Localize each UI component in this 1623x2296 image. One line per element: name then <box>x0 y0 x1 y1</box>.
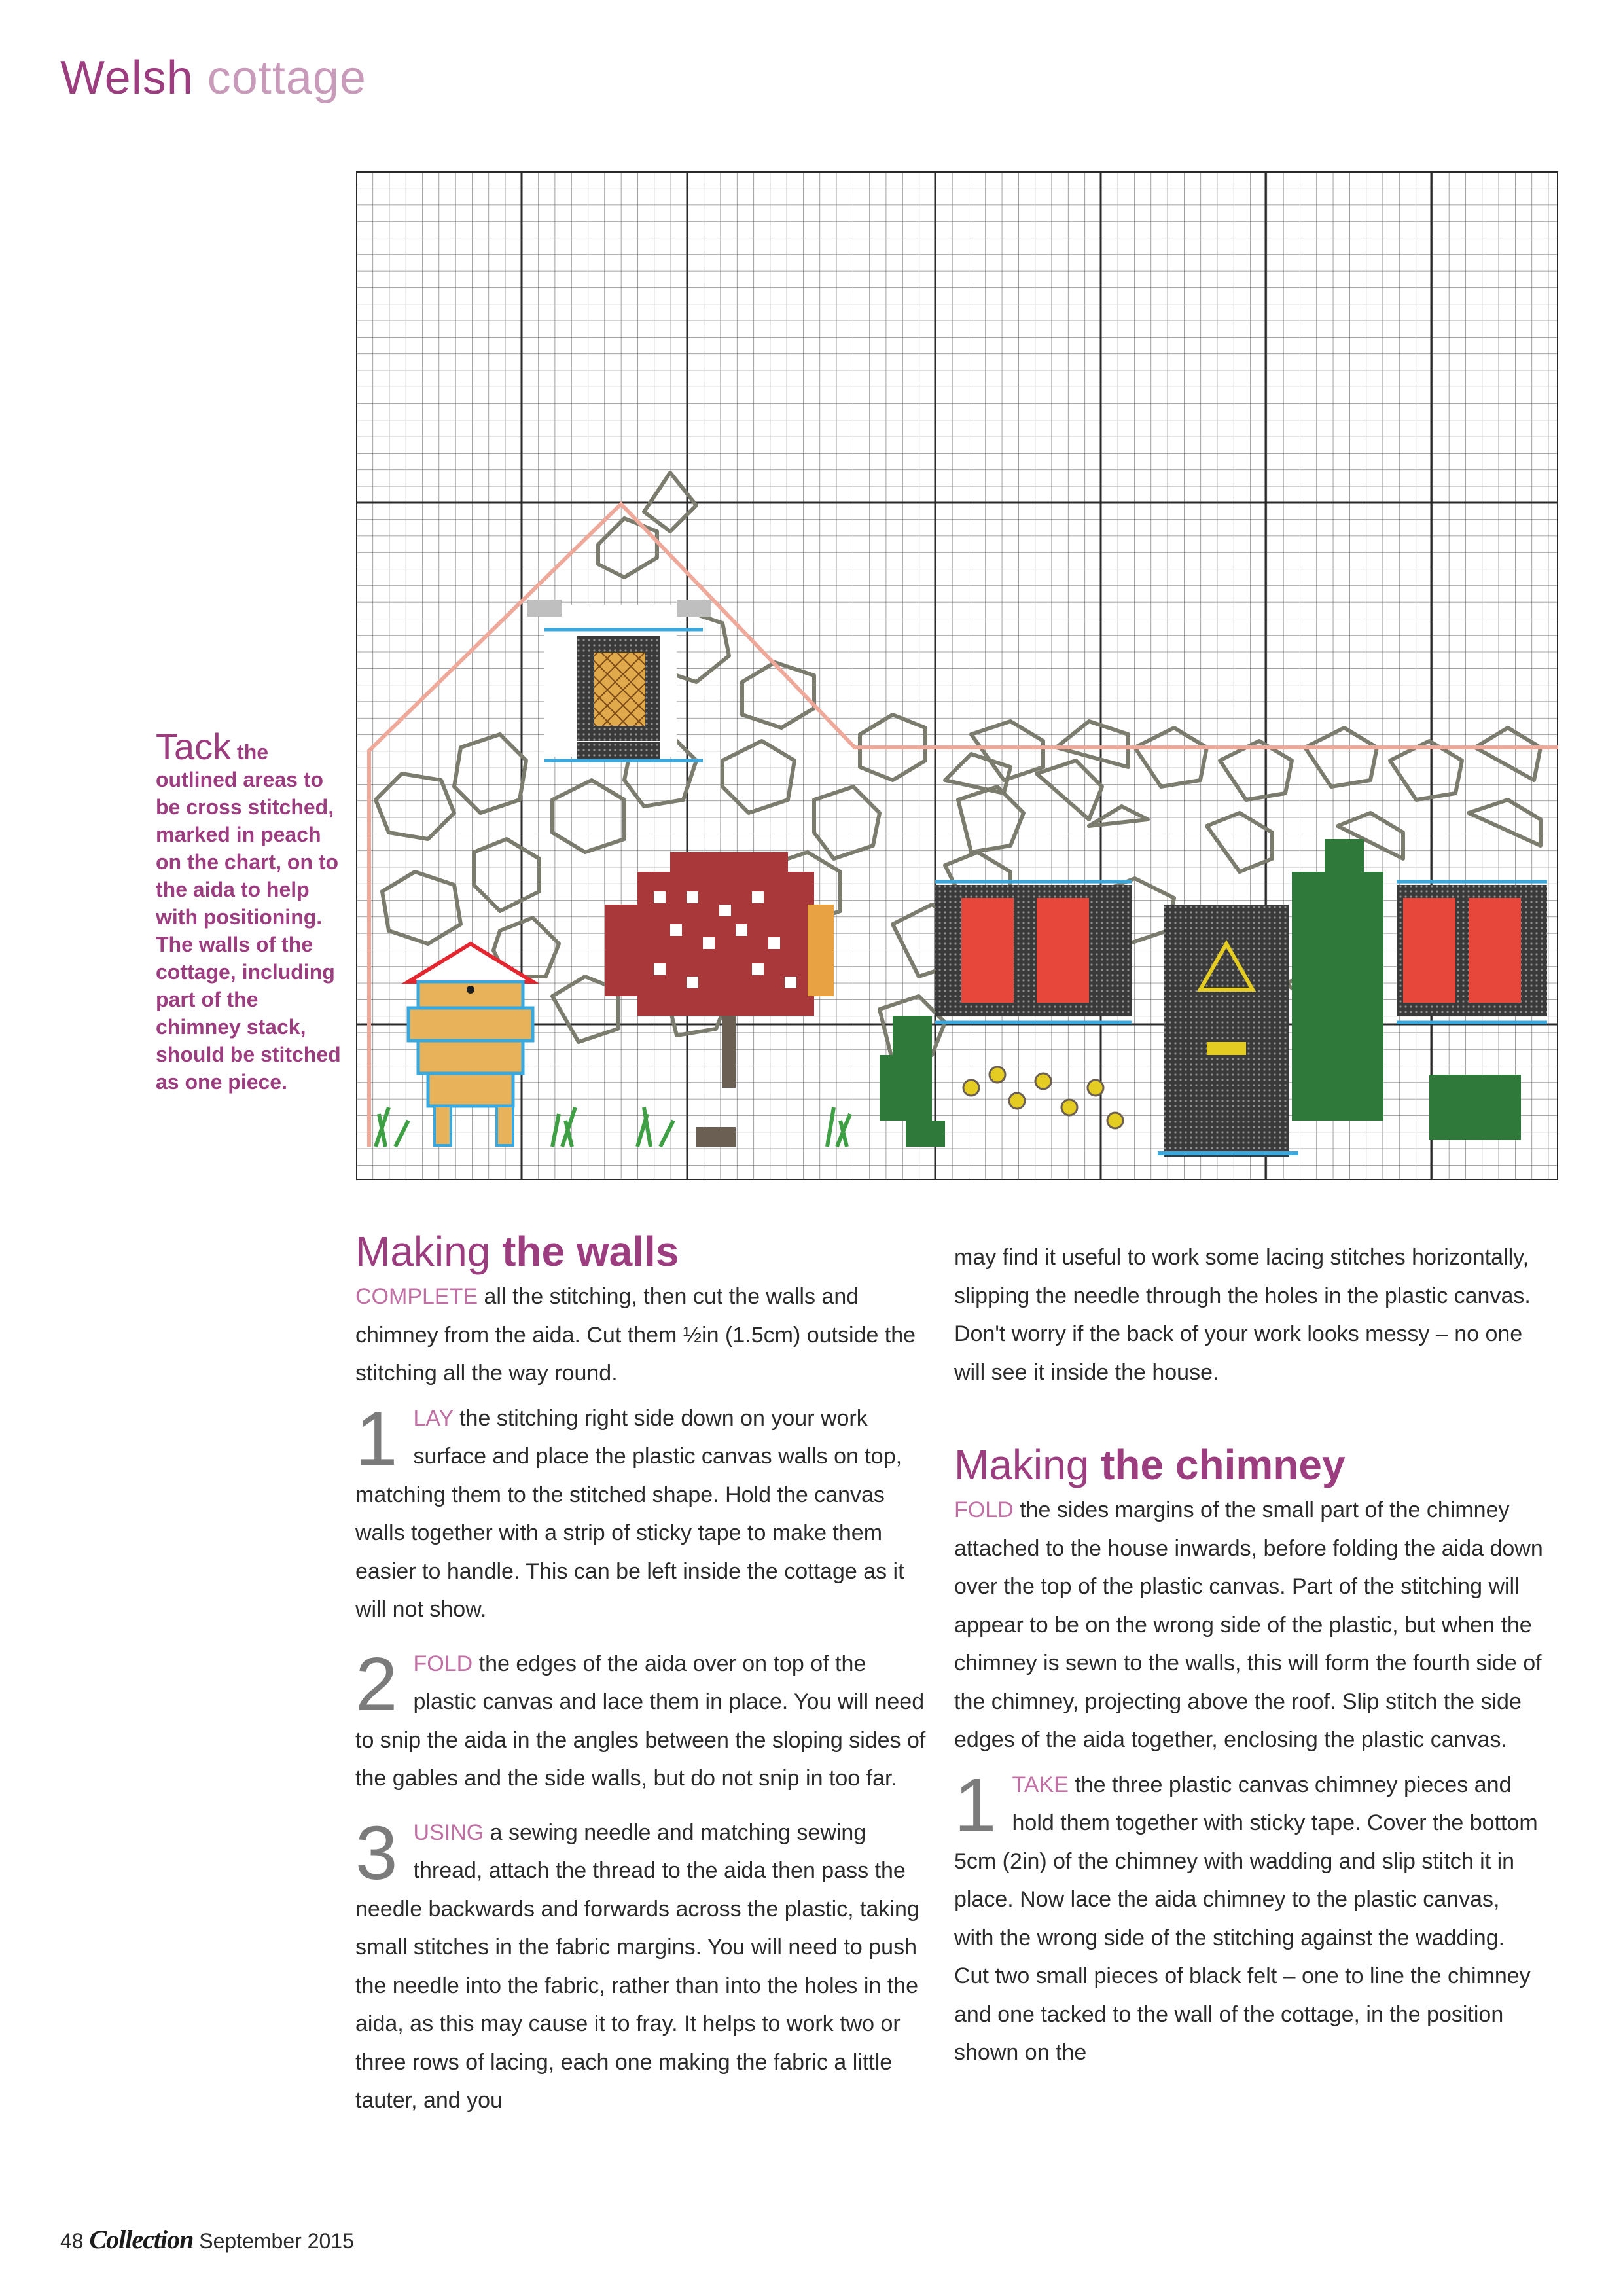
walls-continued: may find it useful to work some lacing stitches horizontally, slipping the needle through the holes in the plastic canvas. Don't worry if the back of your work looks messy – no one will see it inside the house. <box>954 1245 1531 1385</box>
page-title-sub: cottage <box>207 52 366 104</box>
issue-date: September 2015 <box>199 2229 354 2253</box>
tack-note <box>156 728 346 1096</box>
chimney-intro: FOLD the sides margins of the small part of the chimney attached to the house inwards, before folding the aida down over the top of the plastic canvas. Part of the stitching will appear to be on the wrong side of the plastic, but when the chimney is sewn to the walls, this will form the fourth side of the chimney, projecting above the roof. Slip stitch the side edges of the aida together, enclosing the plastic canvas. <box>954 1498 1543 1752</box>
walls-heading: Making the walls <box>355 1228 679 1275</box>
tack-note-lead: Tack <box>156 726 232 767</box>
magazine-logo: Collection <box>89 2225 194 2254</box>
page-footer <box>60 2224 354 2255</box>
cross-stitch-chart <box>356 171 1558 1180</box>
walls-intro: COMPLETE all the stitching, then cut the walls and chimney from the aida. Cut them ½in (1.5cm) outside the stitching all the way round. <box>355 1284 916 1386</box>
walls-section <box>355 1225 926 2120</box>
page-title-main: Welsh <box>60 52 194 104</box>
walls-step-2: 2 FOLD the edges of the aida over on top of the plastic canvas and lace them in place. You will need to snip the aida in the angles between the sloping sides of the gables and the side walls, but do not snip in too far. <box>355 1641 926 1791</box>
chimney-step-1: 1 TAKE the three plastic canvas chimney pieces and hold them together with sticky tape. Cover the bottom 5cm (2in) of the chimney with wadding and slip stitch it in place. Now lace the aida chimney to the plastic canvas, with the wrong side of the stitching against the wadding. Cut two small pieces of black felt – one to line the chimney and one tacked to the wall of the cottage, in the position shown on the <box>954 1762 1538 2065</box>
walls-step-1: 1 LAY the stitching right side down on your work surface and place the plastic canvas walls on top, matching them to the stitched shape. Hold the canvas walls together with a strip of sticky tape to make them easier to handle. This can be left inside the cottage as it will not show. <box>355 1395 904 1622</box>
page-number: 48 <box>60 2229 84 2253</box>
page-title <box>60 51 366 105</box>
chimney-heading: Making the chimney <box>954 1441 1346 1488</box>
tack-note-text: the outlined areas to be cross stitched, marked in peach on the chart, on to the aida to help with positioning. The walls of the cottage, including part of the chimney stack, should be stitched as one piece. <box>156 740 341 1094</box>
right-column <box>954 1238 1543 2072</box>
walls-step-3: 3 USING a sewing needle and matching sewing thread, attach the thread to the aida then pass the needle backwards and forwards across the plastic, taking small stitches in the fabric margins. You will need to push the needle into the fabric, rather than into the holes in the aida, as this may cause it to fray. It helps to work two or three rows of lacing, each one making the fabric a little tauter, and you <box>355 1810 919 2113</box>
